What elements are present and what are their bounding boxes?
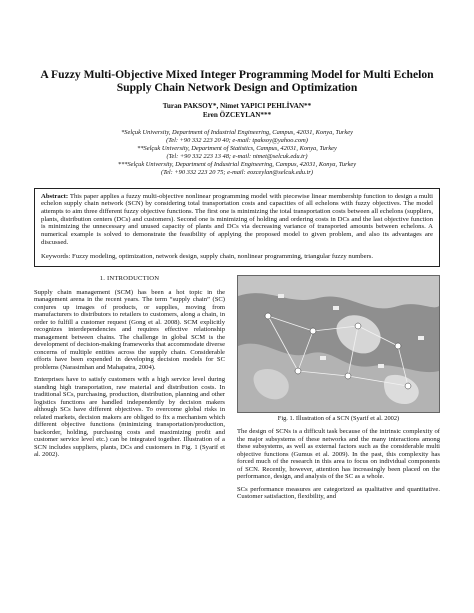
abstract-paragraph [41, 193, 433, 247]
paper-title: A Fuzzy Multi-Objective Mixed Integer Programming Model for Multi Echelon Supply Chain Network Design and Optimization [40, 68, 434, 94]
affiliation-line: *Selçuk University, Department of Industrial Engineering, Campus, 42031, Konya, Turkey [121, 129, 353, 136]
left-column [34, 275, 225, 506]
abstract-text: This paper applies a fuzzy multi-objective nonlinear programming model with piecewise linear membership function to design a multi echelon supply chain network (SCN) by considering total transportation costs and capacities of all echelons with fuzzy objectives. The model attempts to aim three different fuzzy objective functions. The first one is minimizing the total transportation costs between all echelons (suppliers, plants, distribution centers (DCs) and customers). Second one is minimizing of holding and ordering costs in DCs and the last objective function is minimizing the unnecessary and unused capacity of plants and DCs via decreasing variance of transported amounts between echelons. A numerical example is solved to demonstrate the feasibility of applying the proposed model to given problem, and also its advantages are discussed. [41, 192, 433, 246]
affiliation-contact: (Tel: +90 332 223 13 48; e-mail: nimet@selcuk.edu.tr) [166, 152, 308, 160]
section-heading: 1. INTRODUCTION [99, 275, 160, 283]
right-paragraph-2: SCs performance measures are categorized as qualitative and quantitative. Customer satisfaction, flexibility, and [237, 485, 440, 501]
keywords-label: Keywords: [41, 253, 71, 261]
affiliation-line: ***Selçuk University, Department of Industrial Engineering, Campus, 42031, Konya, Turkey [117, 161, 357, 169]
affiliations [30, 129, 444, 177]
authors-line-1: Turan PAKSOY*, Nimet YAPICI PEHLİVAN** [162, 102, 312, 110]
authors-line-2: Eren ÖZCEYLAN*** [202, 111, 272, 119]
abstract-label: Abstract: [41, 192, 69, 200]
network-map-image [238, 276, 439, 412]
body-columns [30, 275, 444, 506]
right-paragraph-1: The design of SCNs is a difficult task because of the intrinsic complexity of the major subsystems of these networks and the many interactions among these subsystems, as well as external factors such as the considerable multi objective functions (Gumus et al. 2009). In the past, this complexity has forced much of the research in this area to focus on individual components of SCN. Recently, however, attention has increasingly been placed on the performance, design, and analysis of the SC as a whole. [237, 428, 440, 481]
intro-paragraph-2: Enterprises have to satisfy customers with a high service level during standing high transportation, raw material and distribution costs. In traditional SCs, purchasing, production, distribution, planning and other logistics functions are handled independently by decision makers although SCs have different objectives. To overcome global risks in related markets, decision makers are obliged to fix a mechanism which different objective functions (minimizing transportation/production, backorder, holding, purchasing costs and maximizing profit and customer service level etc.) can be integrated together. Illustration of a SCN includes suppliers, plants, DCs and customers in Fig. 1 (Syarif et al. 2002). [34, 376, 225, 459]
abstract-box [34, 188, 440, 268]
affiliation-contact: (Tel: +90 332 223 20 40; e-mail: tpaksoy@yahoo.com) [166, 136, 308, 144]
affiliation-contact: (Tel: +90 332 223 20 75; e-mail: eozceylan@selcuk.edu.tr) [160, 168, 314, 176]
supply-chain-network-figure [237, 275, 440, 413]
keywords-paragraph [41, 253, 433, 261]
keywords-text: Fuzzy modeling, optimization, network design, supply chain, nonlinear programming, triangular fuzzy numbers. [72, 253, 374, 261]
figure-caption: Fig. 1. Illustration of a SCN (Syarif et al. 2002) [277, 415, 400, 423]
affiliation-line: **Selçuk University, Department of Statistics, Campus, 42031, Konya, Turkey [137, 145, 337, 153]
author-list [30, 102, 444, 120]
right-column [237, 275, 440, 506]
intro-paragraph-1: Supply chain management (SCM) has been a hot topic in the management arena in the recent years. The term “supply chain” (SC) conjures up images of products, or supplies, moving from manufacturers to distributors to retailers to customers, along a chain, in order to fulfill a customer request (Gong et al. 2008). SCM explicitly recognizes interdependencies and requires effective relationship management between chains. The challenge in global SCM is the development of decision-making frameworks that accommodate diverse concerns of multiple entities across the supply chain. Considerable efforts have been expended in developing decision models for SC problems (Narasimhan and Mahapatra, 2004). [34, 288, 225, 371]
